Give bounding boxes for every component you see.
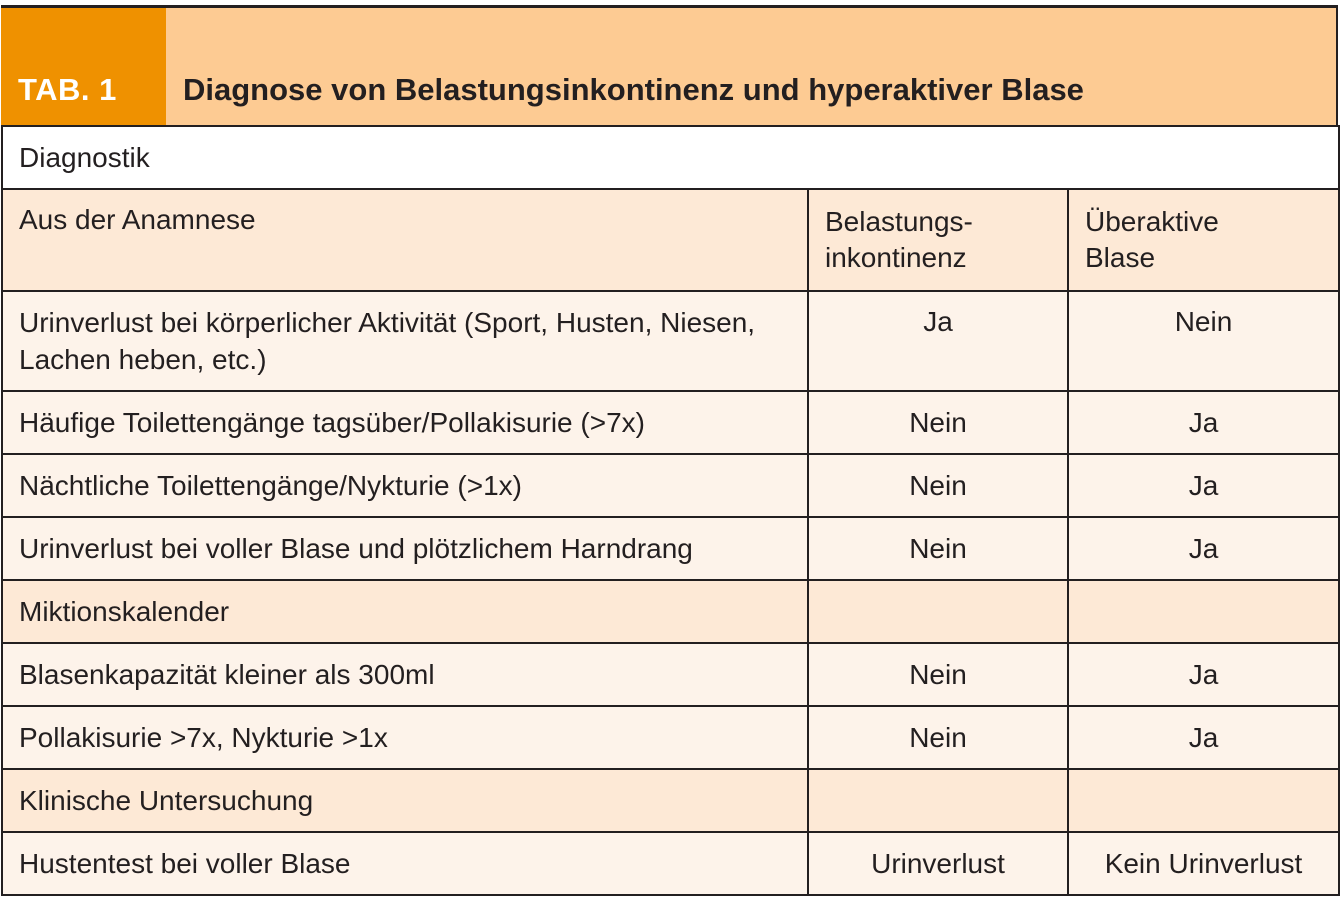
table-title: Diagnose von Belastungsinkontinenz und hyperaktiver Blase [166, 8, 1338, 125]
column-header-row [2, 189, 1339, 291]
row-label: Häufige Toilettengänge tagsüber/Pollakisurie (>7x) [2, 391, 808, 454]
row-label: Urinverlust bei körperlicher Aktivität (Sport, Husten, Niesen, Lachen heben, etc.) [2, 291, 808, 391]
table-row [2, 706, 1339, 769]
row-value-belastung: Nein [808, 454, 1068, 517]
row-label: Pollakisurie >7x, Nykturie >1x [2, 706, 808, 769]
row-value-belastung: Nein [808, 517, 1068, 580]
table-header [1, 8, 1338, 125]
row-value-belastung: Nein [808, 391, 1068, 454]
empty-cell [1068, 580, 1339, 643]
table-row [2, 643, 1339, 706]
table-row [2, 832, 1339, 895]
row-label: Blasenkapazität kleiner als 300ml [2, 643, 808, 706]
column-header-anamnese: Aus der Anamnese [2, 189, 808, 291]
row-value-ueberaktiv: Ja [1068, 706, 1339, 769]
row-value-belastung: Nein [808, 706, 1068, 769]
row-value-ueberaktiv: Ja [1068, 454, 1339, 517]
caption-row [2, 126, 1339, 189]
section-label: Klinische Untersuchung [2, 769, 808, 832]
row-value-ueberaktiv: Kein Urinverlust [1068, 832, 1339, 895]
column-header-ueberaktiv [1068, 189, 1339, 291]
table-row [2, 391, 1339, 454]
empty-cell [1068, 769, 1339, 832]
section-row [2, 580, 1339, 643]
table-row [2, 291, 1339, 391]
table-row [2, 517, 1339, 580]
row-value-belastung: Nein [808, 643, 1068, 706]
section-label: Miktionskalender [2, 580, 808, 643]
row-label: Hustentest bei voller Blase [2, 832, 808, 895]
tab-label: TAB. 1 [1, 8, 166, 125]
row-value-ueberaktiv: Ja [1068, 391, 1339, 454]
section-row [2, 769, 1339, 832]
caption-cell: Diagnostik [2, 126, 1339, 189]
empty-cell [808, 580, 1068, 643]
table-figure [1, 5, 1338, 896]
diagnosis-table [1, 125, 1340, 896]
row-value-belastung: Urinverlust [808, 832, 1068, 895]
column-header-ueberaktiv-text: Überaktive Blase [1085, 206, 1219, 273]
row-value-ueberaktiv: Ja [1068, 517, 1339, 580]
column-header-belastung-text: Belastungs- inkontinenz [825, 206, 973, 273]
row-value-belastung: Ja [808, 291, 1068, 391]
row-label: Urinverlust bei voller Blase und plötzlichem Harndrang [2, 517, 808, 580]
column-header-belastung [808, 189, 1068, 291]
row-value-ueberaktiv: Ja [1068, 643, 1339, 706]
row-label: Nächtliche Toilettengänge/Nykturie (>1x) [2, 454, 808, 517]
row-value-ueberaktiv: Nein [1068, 291, 1339, 391]
table-row [2, 454, 1339, 517]
empty-cell [808, 769, 1068, 832]
